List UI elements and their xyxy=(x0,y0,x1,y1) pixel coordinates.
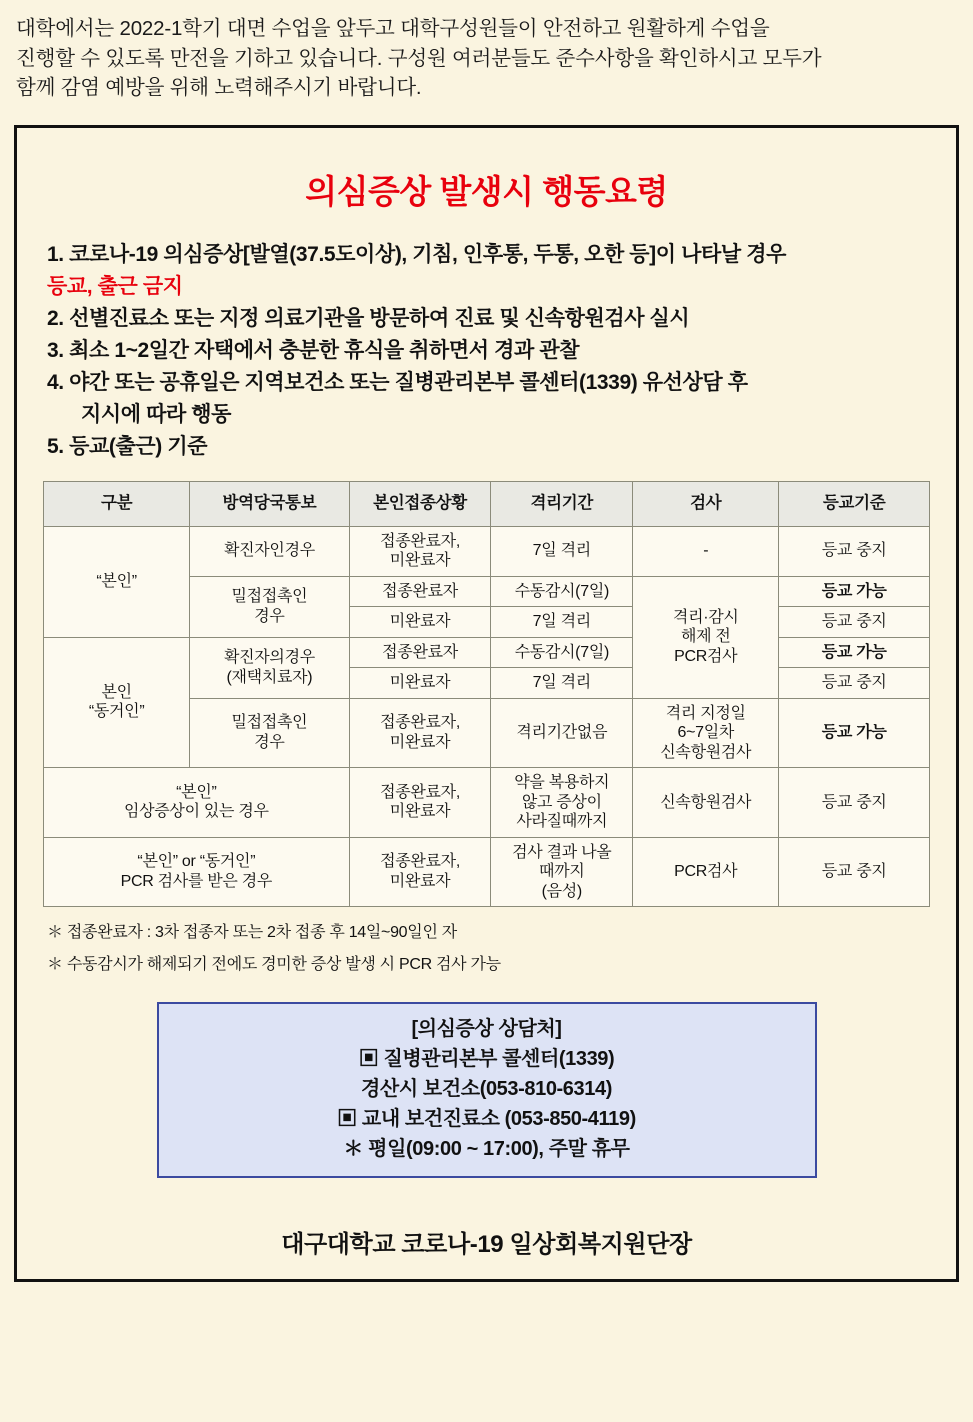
table-body xyxy=(44,526,930,907)
cell-group-self: “본인” xyxy=(44,526,190,637)
notice-title: 의심증상 발생시 행동요령 xyxy=(305,173,668,211)
col-header-quarantine: 격리기간 xyxy=(491,481,633,526)
table-row xyxy=(44,768,930,838)
cell-quarantine: 7일 격리 xyxy=(491,526,633,576)
table-row xyxy=(44,526,930,576)
cell-criteria: 등교 가능 xyxy=(779,698,930,768)
signature-line: 대구대학교 코로나-19 일상회복지원단장 xyxy=(281,1231,692,1259)
cell-vaccine: 접종완료자, 미완료자 xyxy=(349,526,491,576)
cell-test: 신속항원검사 xyxy=(633,768,779,838)
notice-box xyxy=(14,125,959,1282)
cell-test: - xyxy=(633,526,779,576)
table-row xyxy=(44,837,930,907)
col-header-test: 검사 xyxy=(633,481,779,526)
table-header-row xyxy=(44,481,930,526)
col-header-notification: 방역당국통보 xyxy=(190,481,349,526)
step-5: 5. 등교(출근) 기준 xyxy=(47,434,208,458)
cell-group-pcr: “본인” or “동거인” PCR 검사를 받은 경우 xyxy=(44,837,350,907)
step-1: 1. 코로나-19 의심증상[발열(37.5도이상), 기침, 인후통, 두통, 오한 등]이 나타날 경우 xyxy=(47,243,786,267)
cell-vaccine: 접종완료자 xyxy=(349,576,491,607)
step-3: 3. 최소 1~2일간 자택에서 충분한 휴식을 취하면서 경과 관찰 xyxy=(47,338,580,362)
cell-group-symptoms: “본인” 임상증상이 있는 경우 xyxy=(44,768,350,838)
criteria-table xyxy=(43,481,930,908)
cell-notify: 밀접접촉인 경우 xyxy=(190,698,349,768)
cell-vaccine: 접종완료자 xyxy=(349,637,491,668)
cell-criteria: 등교 중지 xyxy=(779,526,930,576)
cell-quarantine: 약을 복용하지 않고 증상이 사라질때까지 xyxy=(491,768,633,838)
cell-quarantine: 수동감시(7일) xyxy=(491,576,633,607)
cell-criteria: 등교 가능 xyxy=(779,637,930,668)
cell-test: PCR검사 xyxy=(633,837,779,907)
col-header-criteria: 등교기준 xyxy=(779,481,930,526)
cell-group-cohabitant: 본인 “동거인” xyxy=(44,637,190,768)
cell-quarantine: 7일 격리 xyxy=(491,668,633,699)
cell-vaccine: 접종완료자, 미완료자 xyxy=(349,698,491,768)
cell-vaccine: 접종완료자, 미완료자 xyxy=(349,837,491,907)
cell-criteria: 등교 중지 xyxy=(779,768,930,838)
intro-line-2: 진행할 수 있도록 만전을 기하고 있습니다. 구성원 여러분들도 준수사항을 확인하시고 모두가 xyxy=(16,46,822,70)
contact-title: [의심증상 상담처] xyxy=(411,1018,562,1041)
footnote-1: ＊ 접종완료자 : 3차 접종자 또는 2차 접종 후 14일~90일인 자 xyxy=(47,924,457,942)
step-2: 2. 선별진료소 또는 지정 의료기관을 방문하여 진료 및 신속항원검사 실시 xyxy=(47,306,690,330)
cell-criteria: 등교 가능 xyxy=(779,576,930,607)
table-row xyxy=(44,637,930,668)
footnote-2: ＊ 수동감시가 해제되기 전에도 경미한 증상 발생 시 PCR 검사 가능 xyxy=(47,956,501,974)
contact-line-gyeongsan: 경산시 보건소(053-810-6314) xyxy=(361,1078,612,1101)
contact-line-kdca: ▣ 질병관리본부 콜센터(1339) xyxy=(358,1048,615,1071)
cell-criteria: 등교 중지 xyxy=(779,607,930,638)
cell-quarantine: 수동감시(7일) xyxy=(491,637,633,668)
col-header-division: 구분 xyxy=(44,481,190,526)
cell-quarantine: 7일 격리 xyxy=(491,607,633,638)
contact-line-hours: ＊ 평일(09:00 ~ 17:00), 주말 휴무 xyxy=(343,1138,630,1161)
cell-vaccine: 접종완료자, 미완료자 xyxy=(349,768,491,838)
cell-notify: 밀접접촉인 경우 xyxy=(190,576,349,637)
action-steps xyxy=(47,239,930,462)
cell-criteria: 등교 중지 xyxy=(779,837,930,907)
intro-line-3: 함께 감염 예방을 위해 노력해주시기 바랍니다. xyxy=(16,76,422,100)
cell-vaccine: 미완료자 xyxy=(349,607,491,638)
contact-box xyxy=(157,1002,817,1178)
cell-vaccine: 미완료자 xyxy=(349,668,491,699)
step-4: 4. 야간 또는 공휴일은 지역보건소 또는 질병관리본부 콜센터(1339) 유선상담 후 xyxy=(47,370,748,394)
cell-quarantine: 격리기간없음 xyxy=(491,698,633,768)
cell-notify: 확진자의경우 (재택치료자) xyxy=(190,637,349,698)
cell-test: 격리 지정일 6~7일차 신속항원검사 xyxy=(633,698,779,768)
step-1-warning: 등교, 출근 금지 xyxy=(47,275,183,299)
intro-line-1: 대학에서는 2022-1학기 대면 수업을 앞두고 대학구성원들이 안전하고 원활하게 수업을 xyxy=(16,17,770,40)
table-footnotes xyxy=(47,919,928,974)
contact-line-campus-clinic: ▣ 교내 보건진료소 (053-850-4119) xyxy=(337,1108,636,1131)
intro-paragraph xyxy=(16,14,957,103)
cell-test: 격리·감시 해제 전 PCR검사 xyxy=(633,576,779,698)
step-4-continuation: 지시에 따라 행동 xyxy=(81,402,232,426)
cell-notify: 확진자인경우 xyxy=(190,526,349,576)
col-header-vaccination: 본인접종상황 xyxy=(349,481,491,526)
cell-quarantine: 검사 결과 나올 때까지 (음성) xyxy=(491,837,633,907)
cell-criteria: 등교 중지 xyxy=(779,668,930,699)
